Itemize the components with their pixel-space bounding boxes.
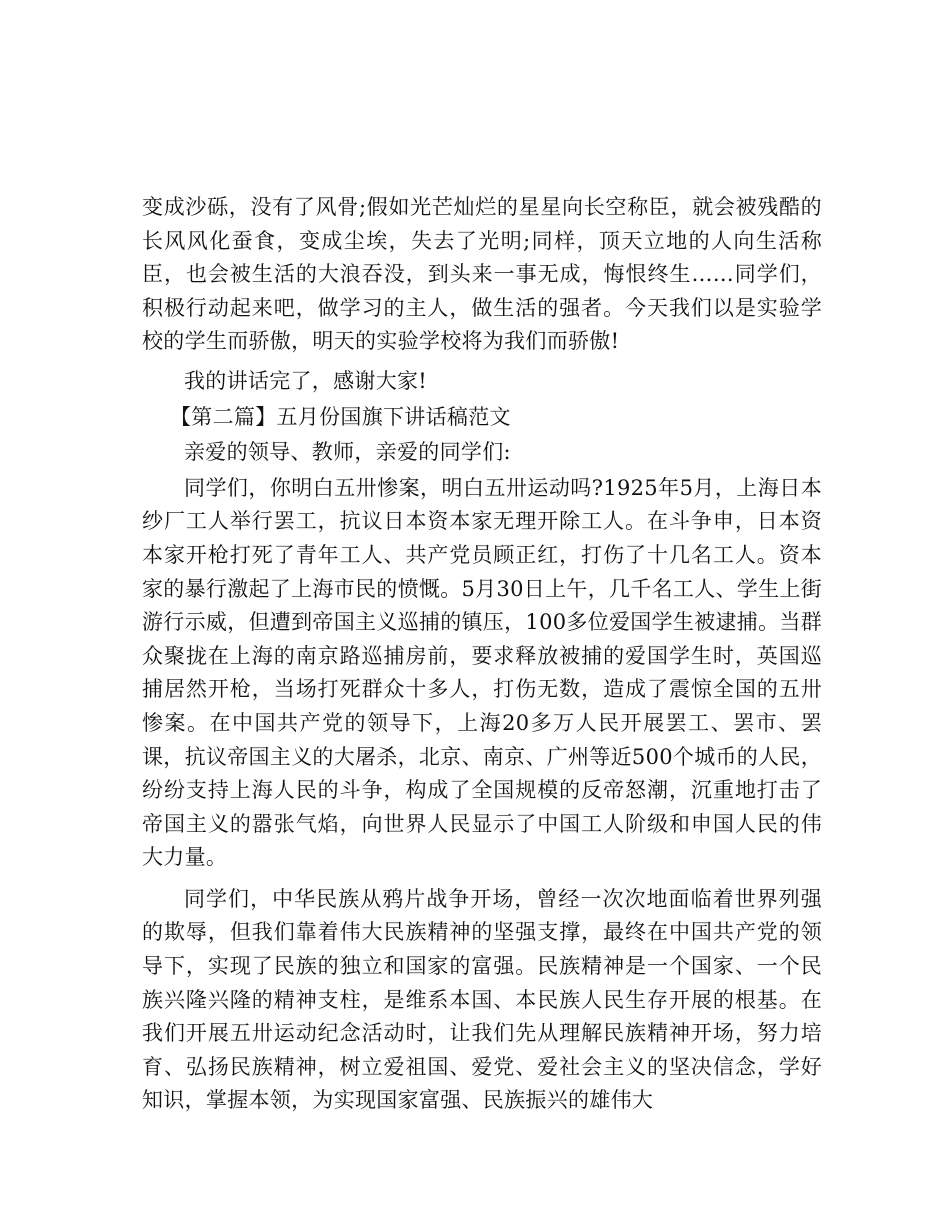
section-heading: 【第二篇】五月份国旗下讲话稿范文 [170,404,511,429]
document-body [142,191,822,1118]
paragraph-continuation: 变成沙砾，没有了风骨;假如光芒灿烂的星星向长空称臣，就会被残酷的长风风化蚕食，变成尘埃，失去了光明;同样，顶天立地的人向生活称臣，也会被生活的大浪吞没，到头来一事无成，悔恨终生……同学们，积极行动起来吧，做学习的主人，做生活的强者。今天我们以是实验学校的学生而骄傲，明天的实验学校将为我们而骄傲! [142,195,822,354]
paragraph-closing-thanks: 我的讲话完了，感谢大家! [184,368,428,393]
paragraph-salutation: 亲爱的领导、教师，亲爱的同学们: [184,440,511,465]
paragraph-national-spirit: 同学们，中华民族从鸦片战争开场，曾经一次次地面临着世界列强的欺辱，但我们靠着伟大民族精神的坚强支撑，最终在中国共产党的领导下，实现了民族的独立和国家的富强。民族精神是一个国家、一个民族兴隆兴隆的精神支柱，是维系本国、本民族人民生存开展的根基。在我们开展五卅运动纪念活动时，让我们先从理解民族精神开场，努力培育、弘扬民族精神，树立爱祖国、爱党、爱社会主义的坚决信念，学好知识，掌握本领，为实现国家富强、民族振兴的雄伟大 [142,886,822,1113]
paragraph-history: 同学们，你明白五卅惨案，明白五卅运动吗?1925年5月，上海日本纱厂工人举行罢工，抗议日本资本家无理开除工人。在斗争申，日本资本家开枪打死了青年工人、共产党员顾正红，打伤了十几名工人。资本家的暴行激起了上海市民的愤慨。5月30日上午，几千名工人、学生上街游行示威，但遭到帝国主义巡捕的镇压，100多位爱国学生被逮捕。当群众聚拢在上海的南京路巡捕房前，要求释放被捕的爱国学生时，英国巡捕居然开枪，当场打死群众十多人，打伤无数，造成了震惊全国的五卅惨案。在中国共产党的领导下，上海20多万人民开展罢工、罢市、罢课，抗议帝国主义的大屠杀，北京、南京、广州等近500个城币的人民，纷纷支持上海人民的斗争，构成了全国规模的反帝怒潮，沉重地打击了帝国主义的嚣张气焰，向世界人民显示了中国工人阶级和申国人民的伟大力量。 [142,475,822,870]
